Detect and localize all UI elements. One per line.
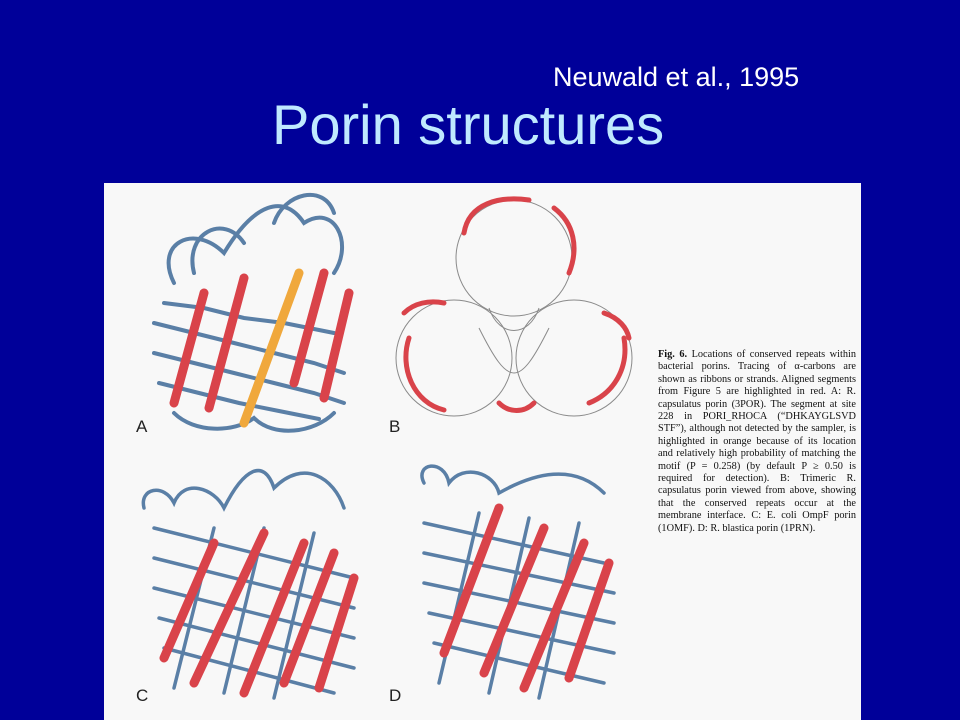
panel-a-image (134, 183, 374, 443)
panel-label-c: C (136, 686, 149, 705)
slide-title: Porin structures (272, 93, 665, 156)
caption-text: Locations of conserved repeats within bacterial porins. Tracing of α-carbons are shown as ribbons or strands. Aligned segments from Figure 5 are highlighted in red. A: R. capsulatus porin (3POR). The segment at site 228 in PORI_RHOCA (“DHKAYGLSVD STF”), although not detected by the sampler, is highlighted in orange because of its location and relatively high probability of matching the motif (P = 0.258) (by default P ≥ 0.50 is required for detection). B: Trimeric R. capsulatus porin viewed from above, showing that the conserved repeats occur at the membrane interface. C: E. coli OmpF porin (1OMF). D: R. blastica porin (1PRN). (658, 349, 856, 534)
panel-c-image (134, 448, 384, 708)
porin-figure (104, 183, 861, 720)
caption-fig-label: Fig. 6. (658, 349, 688, 360)
panel-label-a: A (136, 417, 148, 436)
figure-caption (658, 349, 856, 535)
panel-d-image (404, 453, 634, 713)
panel-label-d: D (389, 686, 402, 705)
panel-b-image (389, 188, 639, 423)
citation: Neuwald et al., 1995 (553, 62, 800, 92)
panel-label-b: B (389, 417, 401, 436)
